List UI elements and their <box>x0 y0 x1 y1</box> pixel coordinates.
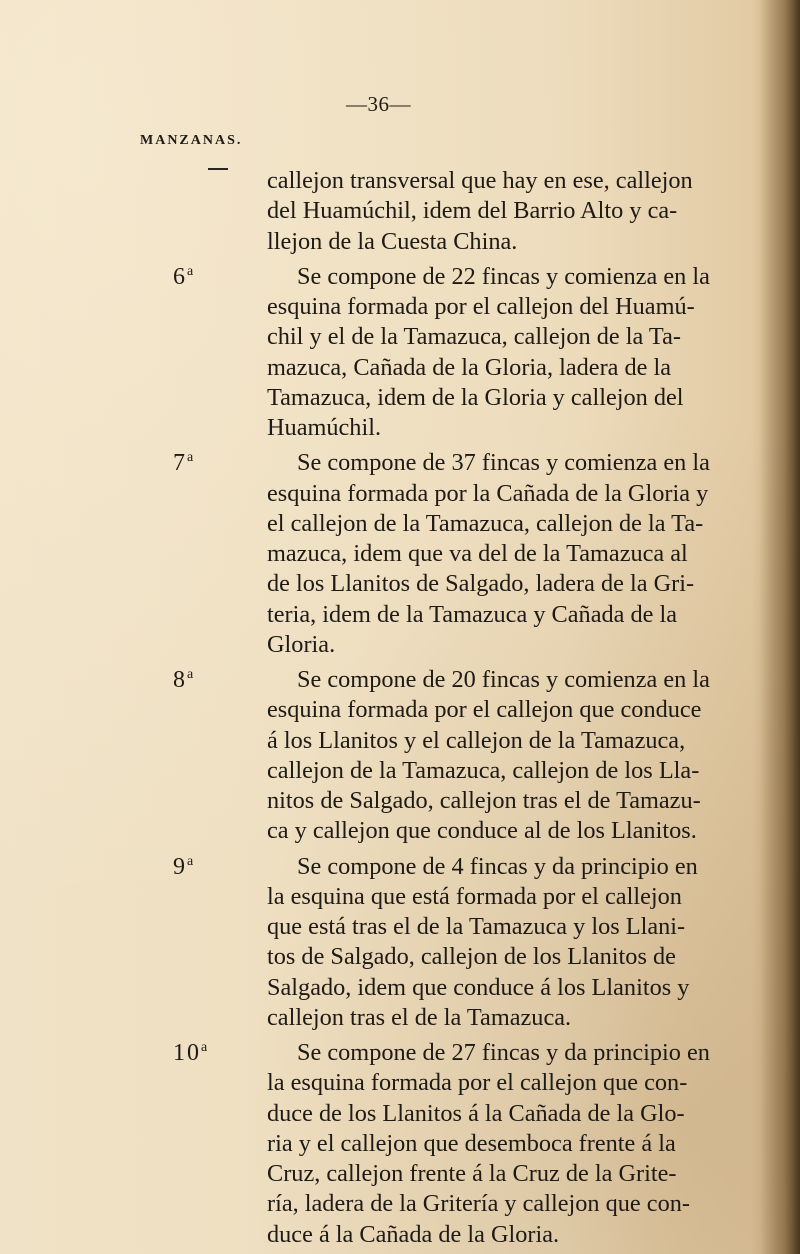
manzana-entry-continuation <box>140 166 760 257</box>
text-line <box>140 1159 760 1189</box>
manzana-number: 6 <box>173 263 187 290</box>
text-line <box>140 1220 760 1250</box>
line-text: el callejon de la Tamazuca, callejon de la Ta- <box>267 509 704 537</box>
ordinal-suffix: a <box>201 1040 208 1055</box>
line-text: que está tras el de la Tamazuca y los Llani- <box>267 913 686 940</box>
text-line <box>140 630 760 660</box>
manzana-number: 7 <box>173 450 187 477</box>
text-line <box>140 942 760 972</box>
manzana-entry-8 <box>140 660 760 847</box>
text-line <box>140 1189 760 1219</box>
line-text: esquina formada por la Cañada de la Gloria y <box>267 479 709 507</box>
text-line <box>140 322 760 352</box>
text-line <box>140 1099 760 1129</box>
line-text: á los Llanitos y el callejon de la Tamazuca, <box>267 726 686 754</box>
text-line <box>140 166 760 196</box>
text-line <box>140 383 760 413</box>
line-text: callejon de la Tamazuca, callejon de los Lla- <box>267 756 700 784</box>
line-text: Salgado, idem que conduce á los Llanitos y <box>267 973 690 1001</box>
line-text: chil y el de la Tamazuca, callejon de la Ta- <box>267 323 681 351</box>
text-line <box>140 443 760 478</box>
text-line <box>140 600 760 630</box>
text-line <box>140 786 760 816</box>
line-text: Se compone de 37 fincas y comienza en la <box>297 449 710 477</box>
text-line <box>140 973 760 1003</box>
line-text: Tamazuca, idem de la Gloria y callejon del <box>267 383 684 411</box>
line-text: del Huamúchil, idem del Barrio Alto y ca- <box>267 197 678 225</box>
page-edge-shadow <box>760 0 800 1254</box>
line-text: Se compone de 27 fincas y da principio en <box>297 1039 710 1066</box>
line-text: esquina formada por el callejon del Huamú- <box>267 293 695 320</box>
text-line <box>140 509 760 539</box>
line-text: mazuca, Cañada de la Gloria, ladera de la <box>267 353 672 381</box>
manzana-number: 9 <box>173 853 187 880</box>
text-line <box>140 1033 760 1068</box>
manzana-entry-6 <box>140 257 760 444</box>
line-text: esquina formada por el callejon que conduce <box>267 696 702 724</box>
margin-label <box>140 847 267 882</box>
text-line <box>140 695 760 725</box>
text-line <box>140 539 760 569</box>
text-line <box>140 912 760 942</box>
ordinal-suffix: a <box>187 450 194 466</box>
line-text: ria y el callejon que desemboca frente á la <box>267 1129 676 1157</box>
margin-label <box>140 1033 267 1068</box>
body-text <box>140 166 760 1250</box>
text-line <box>140 882 760 912</box>
text-line <box>140 847 760 882</box>
margin-label <box>140 660 267 695</box>
line-text: duce de los Llanitos á la Cañada de la Glo- <box>267 1099 685 1127</box>
line-text: la esquina que está formada por el callejon <box>267 882 682 910</box>
line-text: mazuca, idem que va del de la Tamazuca al <box>267 540 688 567</box>
manzana-entry-7 <box>140 443 760 660</box>
text-line <box>140 353 760 383</box>
text-line <box>140 756 760 786</box>
line-text: de los Llanitos de Salgado, ladera de la Gri- <box>267 570 695 598</box>
margin-label <box>140 443 267 478</box>
text-line <box>140 726 760 756</box>
line-text: Se compone de 22 fincas y comienza en la <box>297 262 710 290</box>
text-line <box>140 1129 760 1159</box>
ordinal-suffix: a <box>187 667 194 682</box>
text-line <box>140 196 760 226</box>
manzana-number: 10 <box>173 1040 201 1066</box>
text-line <box>140 816 760 846</box>
text-line <box>140 569 760 599</box>
line-text: Se compone de 20 fincas y comienza en la <box>297 666 710 693</box>
line-text: ca y callejon que conduce al de los Llanitos. <box>267 817 697 845</box>
manzana-entry-10 <box>140 1033 760 1250</box>
ordinal-suffix: a <box>187 263 194 279</box>
line-text: callejon transversal que hay en ese, callejon <box>267 167 693 194</box>
line-text: ría, ladera de la Gritería y callejon que con- <box>267 1190 690 1218</box>
line-text: Se compone de 4 fincas y da principio en <box>297 852 698 880</box>
line-text: teria, idem de la Tamazuca y Cañada de la <box>267 600 678 628</box>
ordinal-suffix: a <box>187 853 194 869</box>
manzana-entry-9 <box>140 847 760 1034</box>
line-text: la esquina formada por el callejon que con- <box>267 1069 688 1097</box>
text-line <box>140 257 760 292</box>
page-number: —36— <box>346 92 411 116</box>
text-line <box>140 413 760 443</box>
line-text: tos de Salgado, callejon de los Llanitos de <box>267 943 676 971</box>
line-text: Huamúchil. <box>267 414 382 441</box>
manzana-number: 8 <box>173 667 187 693</box>
text-line <box>140 660 760 695</box>
margin-label <box>140 257 267 292</box>
line-text: Cruz, callejon frente á la Cruz de la Grite- <box>267 1160 677 1187</box>
line-text: Gloria. <box>267 630 336 658</box>
text-line <box>140 292 760 322</box>
text-line <box>140 479 760 509</box>
text-line <box>140 1003 760 1033</box>
line-text: duce á la Cañada de la Gloria. <box>267 1220 560 1248</box>
text-line <box>140 1068 760 1098</box>
running-head: MANZANAS. <box>140 133 243 148</box>
line-text: callejon tras el de la Tamazuca. <box>267 1003 572 1031</box>
text-line <box>140 227 760 257</box>
line-text: nitos de Salgado, callejon tras el de Tamazu- <box>267 787 701 814</box>
line-text: llejon de la Cuesta China. <box>267 227 518 255</box>
